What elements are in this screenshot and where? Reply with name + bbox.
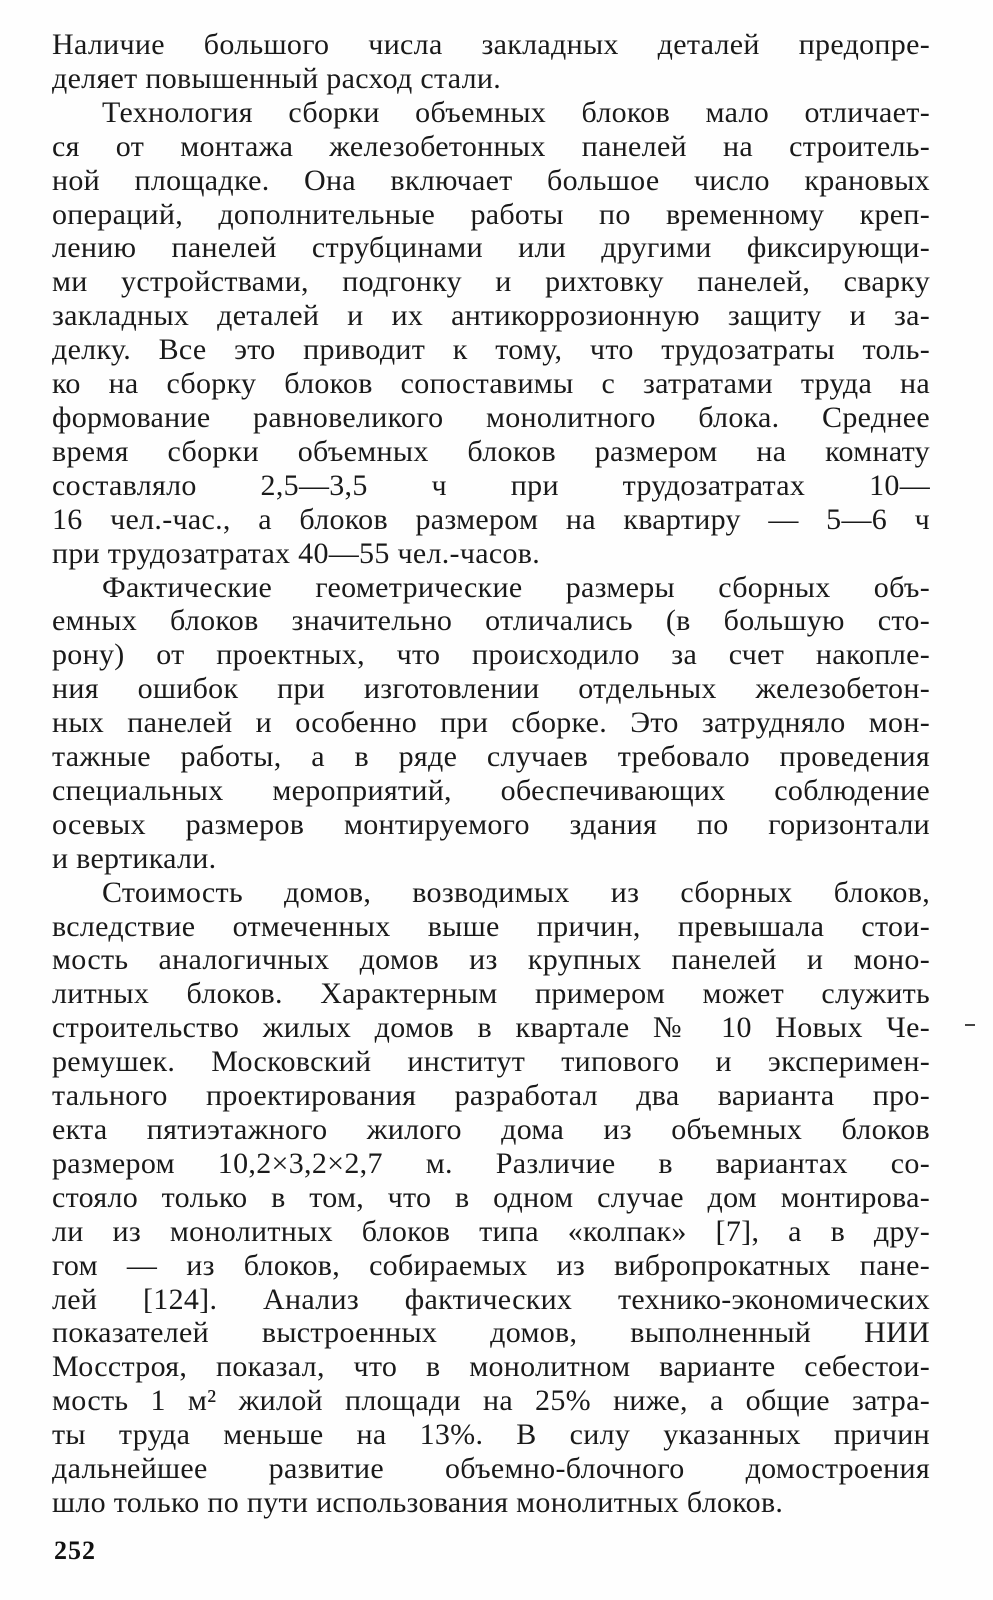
text-line: закладных деталей и их антикоррозионную защиту и за- (52, 299, 930, 333)
text-line: при трудозатратах 40—55 чел.-часов. (52, 536, 541, 570)
margin-mark (965, 1024, 975, 1026)
text-line: ми устройствами, подгонку и рихтовку панелей, сварку (52, 265, 930, 299)
paragraph-3 (52, 571, 930, 876)
text-line: Фактические геометрические размеры сборных объ- (102, 570, 930, 604)
text-line: ты труда меньше на 13%. В силу указанных причин (52, 1418, 930, 1452)
text-line: 16 чел.-час., а блоков размером на квартиру — 5—6 ч (52, 502, 930, 536)
text-line: шло только по пути использования монолитных блоков. (52, 1485, 784, 1519)
text-line: лей [124]. Анализ фактических технико-экономических (52, 1282, 930, 1316)
text-line: деляет повышенный расход стали. (52, 61, 502, 95)
text-line: рону) от проектных, что происходило за счет накопле- (52, 638, 930, 672)
text-line: ко на сборку блоков сопоставимы с затратами труда на (52, 367, 930, 401)
text-line: Наличие большого числа закладных деталей предопре- (52, 28, 930, 61)
text-line: дальнейшее развитие объемно-блочного домостроения (52, 1452, 930, 1486)
text-line: специальных мероприятий, обеспечивающих соблюдение (52, 773, 930, 807)
text-line: ли из монолитных блоков типа «колпак» [7], а в дру- (52, 1214, 930, 1248)
text-line: емных блоков значительно отличались (в большую сто- (52, 604, 930, 638)
text-line: формование равновеликого монолитного блока. Среднее (52, 400, 930, 434)
text-line: ремушек. Московский институт типового и эксперимен- (52, 1045, 930, 1079)
text-line: размером 10,2×3,2×2,7 м. Различие в вариантах со- (52, 1146, 930, 1180)
text-line: Стоимость домов, возводимых из сборных блоков, (102, 875, 930, 909)
text-line: мость аналогичных домов из крупных панелей и моно- (52, 943, 930, 977)
text-line: лению панелей струбцинами или другими фиксирующи- (52, 231, 930, 265)
body-text (52, 28, 930, 1520)
text-line: составляло 2,5—3,5 ч при трудозатратах 10— (52, 468, 930, 502)
paragraph-2 (52, 96, 930, 571)
text-line: тального проектирования разработал два варианта про- (52, 1079, 930, 1113)
text-line: ся от монтажа железобетонных панелей на строитель- (52, 129, 930, 163)
text-line: литных блоков. Характерным примером может служить (52, 977, 930, 1011)
text-line: показателей выстроенных домов, выполненный НИИ (52, 1316, 930, 1350)
text-line: ных панелей и особенно при сборке. Это затрудняло мон- (52, 706, 930, 740)
text-line: гом — из блоков, собираемых из вибропрокатных пане- (52, 1248, 930, 1282)
text-line: делку. Все это приводит к тому, что трудозатраты толь- (52, 333, 930, 367)
text-line: и вертикали. (52, 841, 217, 875)
text-line: строительство жилых домов в квартале № 10 Новых Че- (52, 1011, 930, 1045)
text-line: стояло только в том, что в одном случае дом монтирова- (52, 1180, 930, 1214)
text-line: Технология сборки объемных блоков мало отличает- (102, 95, 930, 129)
text-line: екта пятиэтажного жилого дома из объемных блоков (52, 1113, 930, 1146)
text-line: Мосстроя, показал, что в монолитном варианте себестои- (52, 1350, 930, 1384)
text-line: операций, дополнительные работы по временному креп- (52, 197, 930, 231)
text-line: тажные работы, а в ряде случаев требовало проведения (52, 740, 930, 774)
page-number: 252 (54, 1536, 96, 1565)
text-line: вследствие отмеченных выше причин, превышала стои- (52, 909, 930, 943)
text-line: ной площадке. Она включает большое число крановых (52, 163, 930, 197)
text-line: ния ошибок при изготовлении отдельных железобетон- (52, 672, 930, 706)
paragraph-4 (52, 876, 930, 1520)
text-line: мость 1 м² жилой площади на 25% ниже, а общие затра- (52, 1384, 930, 1418)
text-line: время сборки объемных блоков размером на комнату (52, 434, 930, 468)
paragraph-1 (52, 28, 930, 96)
text-line: осевых размеров монтируемого здания по горизонтали (52, 807, 930, 841)
